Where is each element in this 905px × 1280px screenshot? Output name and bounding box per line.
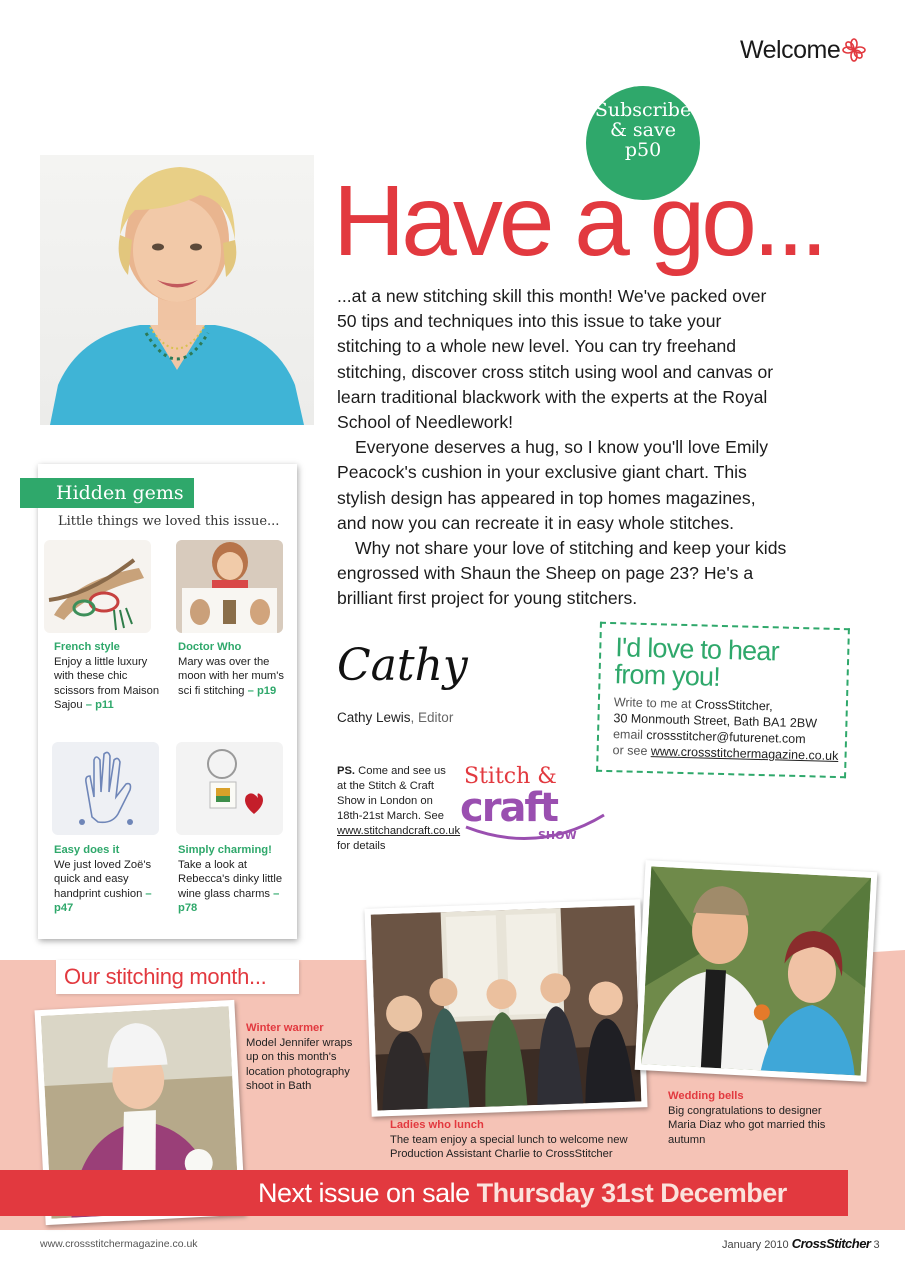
page-number: 3: [873, 1239, 880, 1251]
subscribe-line: p50: [624, 139, 662, 161]
svg-text:Cathy: Cathy: [337, 640, 468, 691]
caption-wedding: [668, 1089, 848, 1147]
gem-caption: [178, 843, 290, 916]
gem-image-doctor-who: [176, 540, 283, 633]
gem-title: French style: [54, 641, 120, 653]
editorial-text: [337, 284, 789, 612]
photo-wedding: [635, 860, 878, 1082]
editor-signature: [335, 630, 485, 700]
contact-heading: I'd love to hear: [614, 632, 780, 667]
caption-title: Winter warmer: [246, 1022, 324, 1034]
contact-company: CrossStitcher,: [694, 697, 773, 714]
gem-page: – p78: [178, 887, 280, 914]
caption-text: The team enjoy a special lunch to welcome new Production Assistant Charlie to CrossStitcher: [390, 1133, 628, 1160]
hidden-gems-title: Hidden gems: [20, 478, 194, 508]
contact-heading: from you!: [614, 659, 721, 692]
gem-caption: [54, 843, 166, 916]
gem-caption: [54, 640, 166, 713]
paragraph: Why not share your love of stitching and keep your kids engrossed with Shaun the Sheep on page 23? He's a brilliant first project for young stitchers.: [337, 538, 787, 609]
contact-address: 30 Monmouth Street, Bath BA1 2BW: [613, 711, 818, 731]
flower-icon: [842, 38, 866, 62]
ps-text: Come and see us at the Stitch & Craft Show in London on 18th-21st March. See: [337, 765, 446, 822]
next-issue-banner: [0, 1170, 848, 1216]
paragraph: ...at a new stitching skill this month! We've packed over 50 tips and techniques into this issue to take your stitching to a whole new level. You can try freehand stitching, discover cross stitch using wool and canvas or learn traditional blackwork with the experts at the Royal School of Needlework!: [337, 286, 774, 433]
footer-magazine: CrossStitcher: [791, 1236, 871, 1251]
gem-image-handprint: [52, 742, 159, 835]
subscribe-line: Subscribe: [594, 99, 692, 121]
caption-winter-warmer: [246, 1021, 366, 1094]
banner-text: Next issue on sale: [258, 1178, 477, 1208]
gem-title: Doctor Who: [178, 641, 242, 653]
gem-image-scissors: [44, 540, 151, 633]
contact-box: [596, 622, 850, 778]
contact-write-label: Write to me at: [613, 695, 696, 712]
section-title: Welcome: [740, 36, 841, 64]
caption-title: Wedding bells: [668, 1090, 744, 1102]
footer-info: [722, 1236, 880, 1251]
gem-desc: Mary was over the moon with her mum's sci fi stitching: [178, 655, 284, 697]
gem-desc: We just loved Zoë's quick and easy handprint cushion: [54, 858, 152, 900]
editor-name-text: Cathy Lewis: [337, 710, 411, 725]
footer-date: January 2010: [722, 1239, 789, 1251]
svg-text:SHOW: SHOW: [538, 829, 577, 842]
gem-page: – p11: [82, 699, 114, 711]
ps-tail: for details: [337, 840, 386, 852]
ps-lead: PS.: [337, 765, 356, 777]
editor-name: [337, 710, 453, 725]
hidden-gems-subtitle: Little things we loved this issue...: [58, 514, 280, 529]
gem-desc: Take a look at Rebecca's dinky little wine glass charms: [178, 858, 283, 900]
gem-desc: Enjoy a little luxury with these chic scissors from Maison Sajou: [54, 655, 160, 711]
ps-link[interactable]: www.stitchandcraft.co.uk: [337, 825, 461, 837]
web-label: or see: [612, 743, 652, 759]
banner-date: Thursday 31st December: [476, 1178, 787, 1208]
gem-page: – p19: [244, 684, 277, 697]
editor-photo: [40, 155, 314, 425]
stitch-craft-show-logo: [458, 755, 608, 855]
contact-website-link[interactable]: www.crossstitchermagazine.co.uk: [650, 744, 839, 764]
svg-text:Stitch &: Stitch &: [464, 764, 557, 789]
gem-title: Easy does it: [54, 844, 120, 856]
contact-email[interactable]: crossstitcher@futurenet.com: [646, 728, 806, 747]
caption-text: Model Jennifer wraps up on this month's location photography shoot in Bath: [246, 1036, 353, 1092]
ps-note: [337, 764, 461, 854]
svg-text:craft: craft: [460, 785, 557, 831]
paragraph: Everyone deserves a hug, so I know you'll love Emily Peacock's cushion in your exclusive giant chart. This stylish design has appeared in top homes magazines, and now you can recreate it in easy whole stitches.: [337, 437, 769, 533]
subscribe-line: & save: [609, 119, 676, 141]
email-label: email: [612, 727, 647, 743]
caption-title: Ladies who lunch: [390, 1119, 484, 1131]
headline: Have a go...: [333, 165, 825, 277]
gem-image-charms: [176, 742, 283, 835]
gem-caption: [178, 640, 290, 698]
month-title: Our stitching month...: [56, 960, 299, 994]
footer-url[interactable]: www.crossstitchermagazine.co.uk: [40, 1238, 198, 1250]
gem-title: Simply charming!: [178, 844, 272, 856]
caption-ladies-lunch: [390, 1118, 650, 1162]
gem-page: – p47: [54, 887, 152, 914]
editor-role: , Editor: [410, 710, 454, 725]
caption-text: Big congratulations to designer Maria Diaz who got married this autumn: [668, 1104, 826, 1146]
photo-ladies-lunch: [364, 899, 647, 1117]
